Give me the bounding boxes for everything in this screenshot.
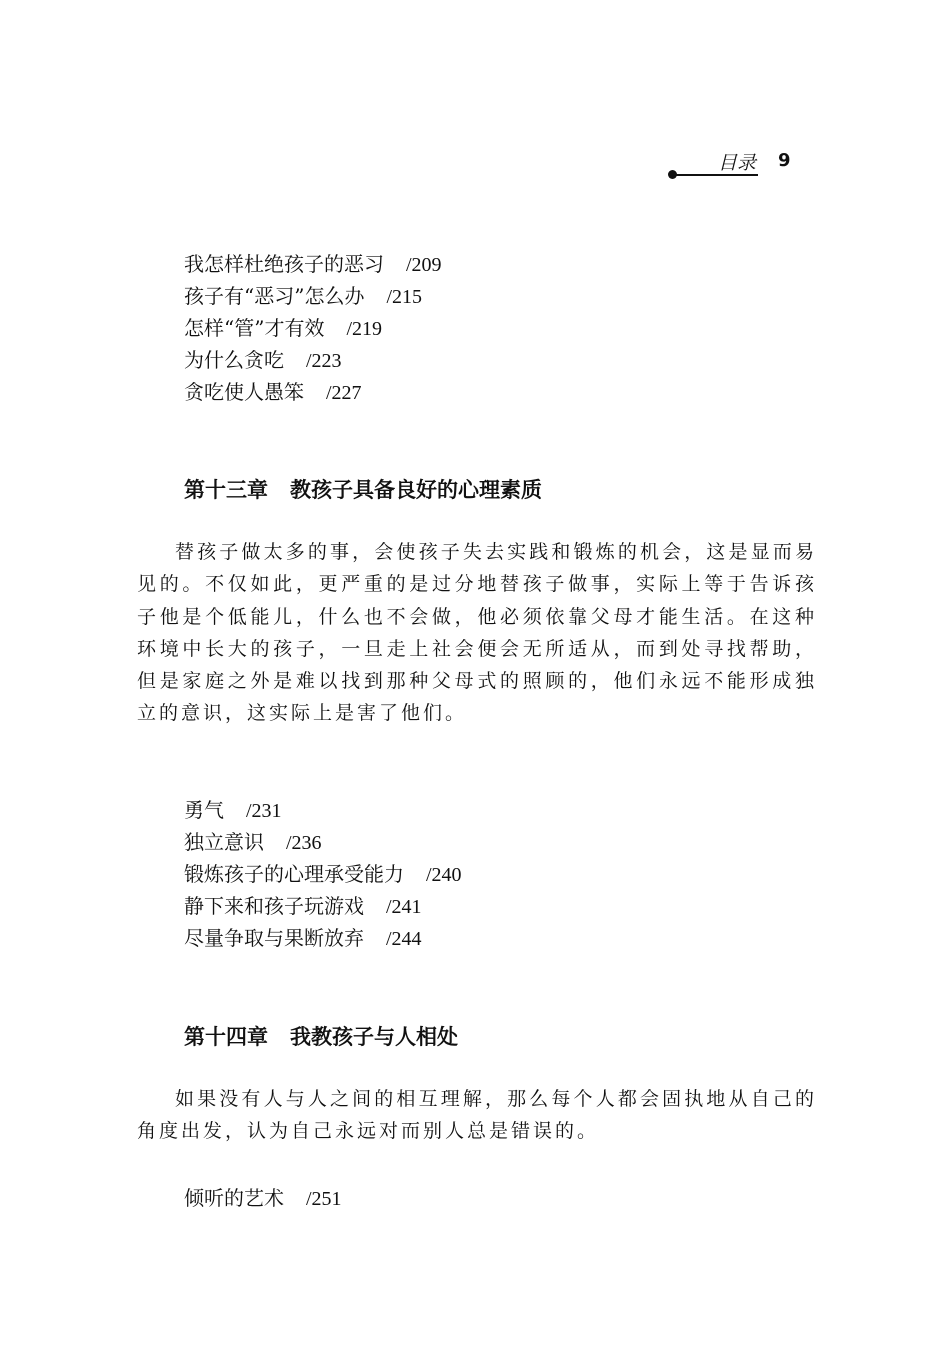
chapter-number: 第十三章	[184, 478, 268, 502]
toc-item[interactable]	[184, 376, 442, 408]
toc-item-title: 独立意识	[184, 830, 264, 854]
chapter-14-heading[interactable]	[184, 1021, 458, 1051]
toc-item[interactable]	[184, 826, 462, 858]
toc-item[interactable]	[184, 794, 462, 826]
toc-item-page: /209	[406, 254, 442, 276]
chapter-13-heading[interactable]	[184, 474, 542, 504]
toc-list-3	[184, 1182, 342, 1214]
toc-item-page: /241	[386, 896, 422, 918]
page-number: 9	[778, 150, 791, 171]
toc-item-title: 我怎样杜绝孩子的恶习	[184, 252, 384, 276]
toc-item-page: /223	[306, 350, 342, 372]
toc-item-title: 贪吃使人愚笨	[184, 380, 304, 404]
toc-item-title: 孩子有“恶习”怎么办	[184, 284, 365, 308]
toc-item-page: /244	[386, 928, 422, 950]
toc-item-page: /231	[246, 800, 282, 822]
chapter-13-intro: 替孩子做太多的事，会使孩子失去实践和锻炼的机会，这是显而易见的。不仅如此，更严重的是过分地替孩子做事，实际上等于告诉孩子他是个低能儿，什么也不会做，他必须依靠父母才能生活。在这种环境中长大的孩子，一旦走上社会便会无所适从，而到处寻找帮助，但是家庭之外是难以找到那种父母式的照顾的，他们永远不能形成独立的意识，这实际上是害了他们。	[137, 541, 817, 725]
toc-item[interactable]	[184, 890, 462, 922]
toc-item-page: /227	[326, 382, 362, 404]
toc-item-title: 尽量争取与果断放弃	[184, 926, 364, 950]
toc-item-title: 勇气	[184, 798, 224, 822]
toc-item[interactable]	[184, 922, 462, 954]
header-title: 目录	[718, 152, 757, 174]
toc-item-title: 倾听的艺术	[184, 1186, 284, 1210]
toc-item-page: /240	[426, 864, 462, 886]
toc-item[interactable]	[184, 280, 442, 312]
toc-item-page: /219	[346, 318, 383, 340]
chapter-title: 我教孩子与人相处	[290, 1025, 458, 1049]
toc-item[interactable]	[184, 858, 462, 890]
chapter-14-intro: 如果没有人与人之间的相互理解，那么每个人都会固执地从自己的角度出发，认为自己永远对而别人总是错误的。	[137, 1088, 817, 1143]
chapter-number: 第十四章	[184, 1025, 268, 1049]
toc-item[interactable]	[184, 344, 442, 376]
toc-item-title: 锻炼孩子的心理承受能力	[184, 862, 404, 886]
toc-item[interactable]	[184, 1182, 342, 1214]
toc-item-page: /215	[386, 286, 423, 308]
toc-item-title: 静下来和孩子玩游戏	[184, 894, 364, 918]
toc-item-title: 为什么贪吃	[184, 348, 284, 372]
chapter-title: 教孩子具备良好的心理素质	[290, 478, 542, 502]
toc-item[interactable]	[184, 312, 442, 344]
toc-item[interactable]	[184, 248, 442, 280]
running-header	[668, 148, 818, 182]
toc-list-2	[184, 794, 462, 954]
toc-item-title: 怎样“管”才有效	[184, 316, 325, 340]
toc-item-page: /251	[306, 1188, 342, 1210]
toc-list-1	[184, 248, 442, 408]
toc-item-page: /236	[286, 832, 322, 854]
